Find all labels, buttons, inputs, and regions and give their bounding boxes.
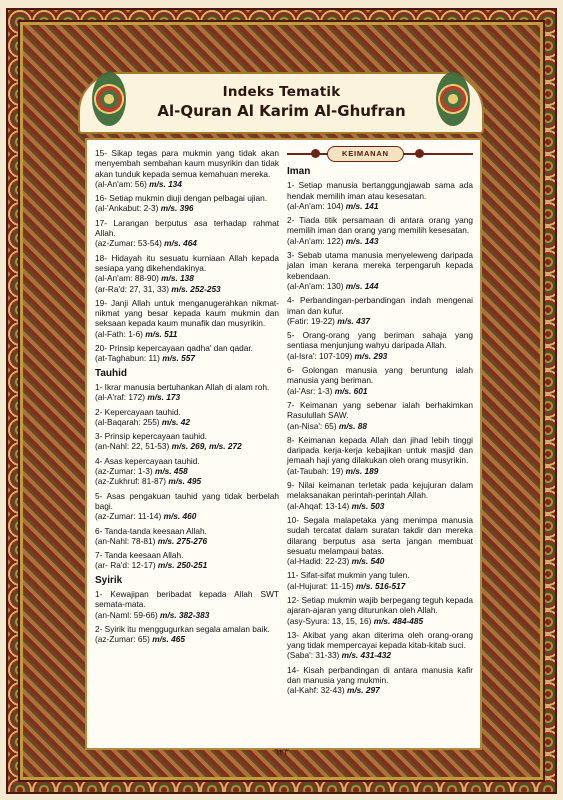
list-item: 4- Asas kepercayaan tauhid. (az-Zumar: 1-3) m/s. 458 (az-Zukhruf: 81-87) m/s. 495 — [95, 455, 202, 487]
syirik-entries — [95, 589, 279, 644]
list-item: 17- Larangan berputus asa terhadap rahmat Allah. (az-Zumar: 53-54) m/s. 464 — [95, 217, 279, 249]
section-heading-syirik: Syirik — [95, 574, 123, 586]
list-item: 6- Golongan manusia yang beruntung ialah manusia yang beriman. (al-'Asr: 1-3) m/s. 601 — [287, 365, 473, 396]
right-column — [287, 148, 473, 700]
list-item: 10- Segala malapetaka yang menimpa manusia sudah tercatat dalam suratan takdir dan mereka dilarang berputus asa serta jangan membuat sesuatu melampaui batas. (al-Hadid: 22-23) m/s. 540 — [287, 514, 473, 567]
list-item: 19- Janji Allah untuk menganugerahkan nikmat-nikmat yang besar kepada kaum mukmin dan seksaan kepada kaum munafik dan musyrikin. (al-Fath: 1-6) m/s. 511 — [95, 297, 279, 339]
list-item: 18- Hidayah itu sesuatu kurniaan Allah kepada sesiapa yang dikehendakinya. (al-An'am: 88-90) m/s. 138 (ar-Ra'd: 27, 31, 33) m/s. 252-253 — [95, 252, 279, 294]
list-item: 7- Tanda keesaan Allah. (ar- Ra'd: 12-17) m/s. 250-251 — [95, 550, 208, 571]
list-item: 6- Tanda-tanda keesaan Allah. (an-Nahl: 78-81) m/s. 275-276 — [95, 525, 208, 546]
list-item: 14- Kisah perbandingan di antara manusia kafir dan manusia yang mukmin. (al-Kahf: 32-43) m/s. 297 — [287, 664, 473, 696]
list-item: 2- Tiada titik persamaan di antara orang yang memilih iman dan orang yang memilih kesesatan. (al-An'am: 122) m/s. 143 — [287, 215, 473, 246]
list-item: 3- Prinsip kepercayaan tauhid. (an-Nahl: 22, 51-53) m/s. 269, m/s. 272 — [95, 431, 242, 452]
list-item: 1- Ikrar manusia bertuhankan Allah di alam roh. (al-A'raf: 172) m/s. 173 — [95, 381, 270, 403]
page-title: Indeks Tematik — [222, 84, 341, 100]
list-item: 9- Nilai keimanan terletak pada kejujuran dalam melaksanakan perintah-perintah Allah. (al-Ahqaf: 13-14) m/s. 503 — [287, 480, 473, 511]
list-item: 20- Prinsip kepercayaan qadha' dan qadar. (at-Taghabun: 11) m/s. 557 — [95, 343, 253, 364]
list-item: 2- Syirik itu menggugurkan segala amalan baik. (az-Zumar: 65) m/s. 465 — [95, 623, 270, 645]
left-column — [95, 148, 279, 648]
iman-entries — [287, 180, 473, 695]
list-item: 3- Sebab utama manusia menyeleweng daripada jalan iman kerana mereka terpengaruh kepada kebendaan. (al-An'am: 130) m/s. 144 — [287, 250, 473, 291]
content-panel — [85, 138, 482, 750]
list-item: 16- Setiap mukmin diuji dengan pelbagai ujian. (al-'Ankabut: 2-3) m/s. 396 — [95, 193, 268, 214]
page-number: ٦٢٣ — [274, 748, 289, 758]
section-heading-iman: Iman — [287, 166, 311, 177]
list-item: 1- Kewajipan beribadat kepada Allah SWT semata-mata. (an-Naml: 59-66) m/s. 382-383 — [95, 588, 279, 620]
section-banner — [287, 146, 473, 162]
tauhid-entries — [95, 382, 279, 571]
list-item: 8- Keimanan kepada Allah dan jihad lebih tinggi daripada kerja-kerja kebajikan untuk masjid dan jemaah haji yang dilakukan oleh orang musyrikin. (at-Taubah: 19) m/s. 189 — [287, 434, 473, 476]
list-item: 13- Akibat yang akan diterima oleh orang-orang yang tidak mempercayai kepada kitab-kitab suci. (Saba': 31-33) m/s. 431-432 — [287, 629, 473, 661]
banner-label: KEIMANAN — [327, 146, 404, 162]
continued-entries — [95, 148, 279, 364]
list-item: 5- Orang-orang yang beriman sahaja yang sentiasa menjunjung wahyu daripada Allah. (al-Isra': 107-109) m/s. 293 — [287, 330, 473, 361]
list-item: 5- Asas pengakuan tauhid yang tidak berbelah bagi. (az-Zumar: 11-14) m/s. 460 — [95, 490, 279, 522]
list-item: 7- Keimanan yang sebenar ialah berhakimkan Rasulullah SAW. (an-Nisa': 65) m/s. 88 — [287, 399, 473, 431]
page-subtitle: Al-Quran Al Karim Al-Ghufran — [157, 102, 406, 120]
list-item: 2- Kepercayaan tauhid. (al-Baqarah: 255) m/s. 42 — [95, 406, 191, 427]
list-item: 11- Sifat-sifat mukmin yang tulen. (al-Hujurat: 11-15) m/s. 516-517 — [287, 570, 410, 591]
section-heading-tauhid: Tauhid — [95, 367, 128, 379]
list-item: 4- Perbandingan-perbandingan indah mengenai iman dan kufur. (Fatir: 19-22) m/s. 437 — [287, 295, 473, 326]
list-item: 15- Sikap tegas para mukmin yang tidak akan menyembah sembahan kaum musyrikin dan tidak akan tunduk kepada semua kemahuan mereka. (al-An'am: 56) m/s. 134 — [95, 148, 279, 189]
list-item: 12- Setiap mukmin wajib berpegang teguh kepada ajaran-ajaran yang diturunkan oleh Allah. (asy-Syura: 13, 15, 16) m/s. 484-485 — [287, 594, 473, 626]
list-item: 1- Setiap manusia bertanggungjawab sama ada hendak memilih iman atau kesesatan. (al-An'am: 104) m/s. 141 — [287, 180, 473, 211]
banner-knot-icon — [311, 149, 320, 158]
banner-knot-icon — [415, 149, 424, 158]
